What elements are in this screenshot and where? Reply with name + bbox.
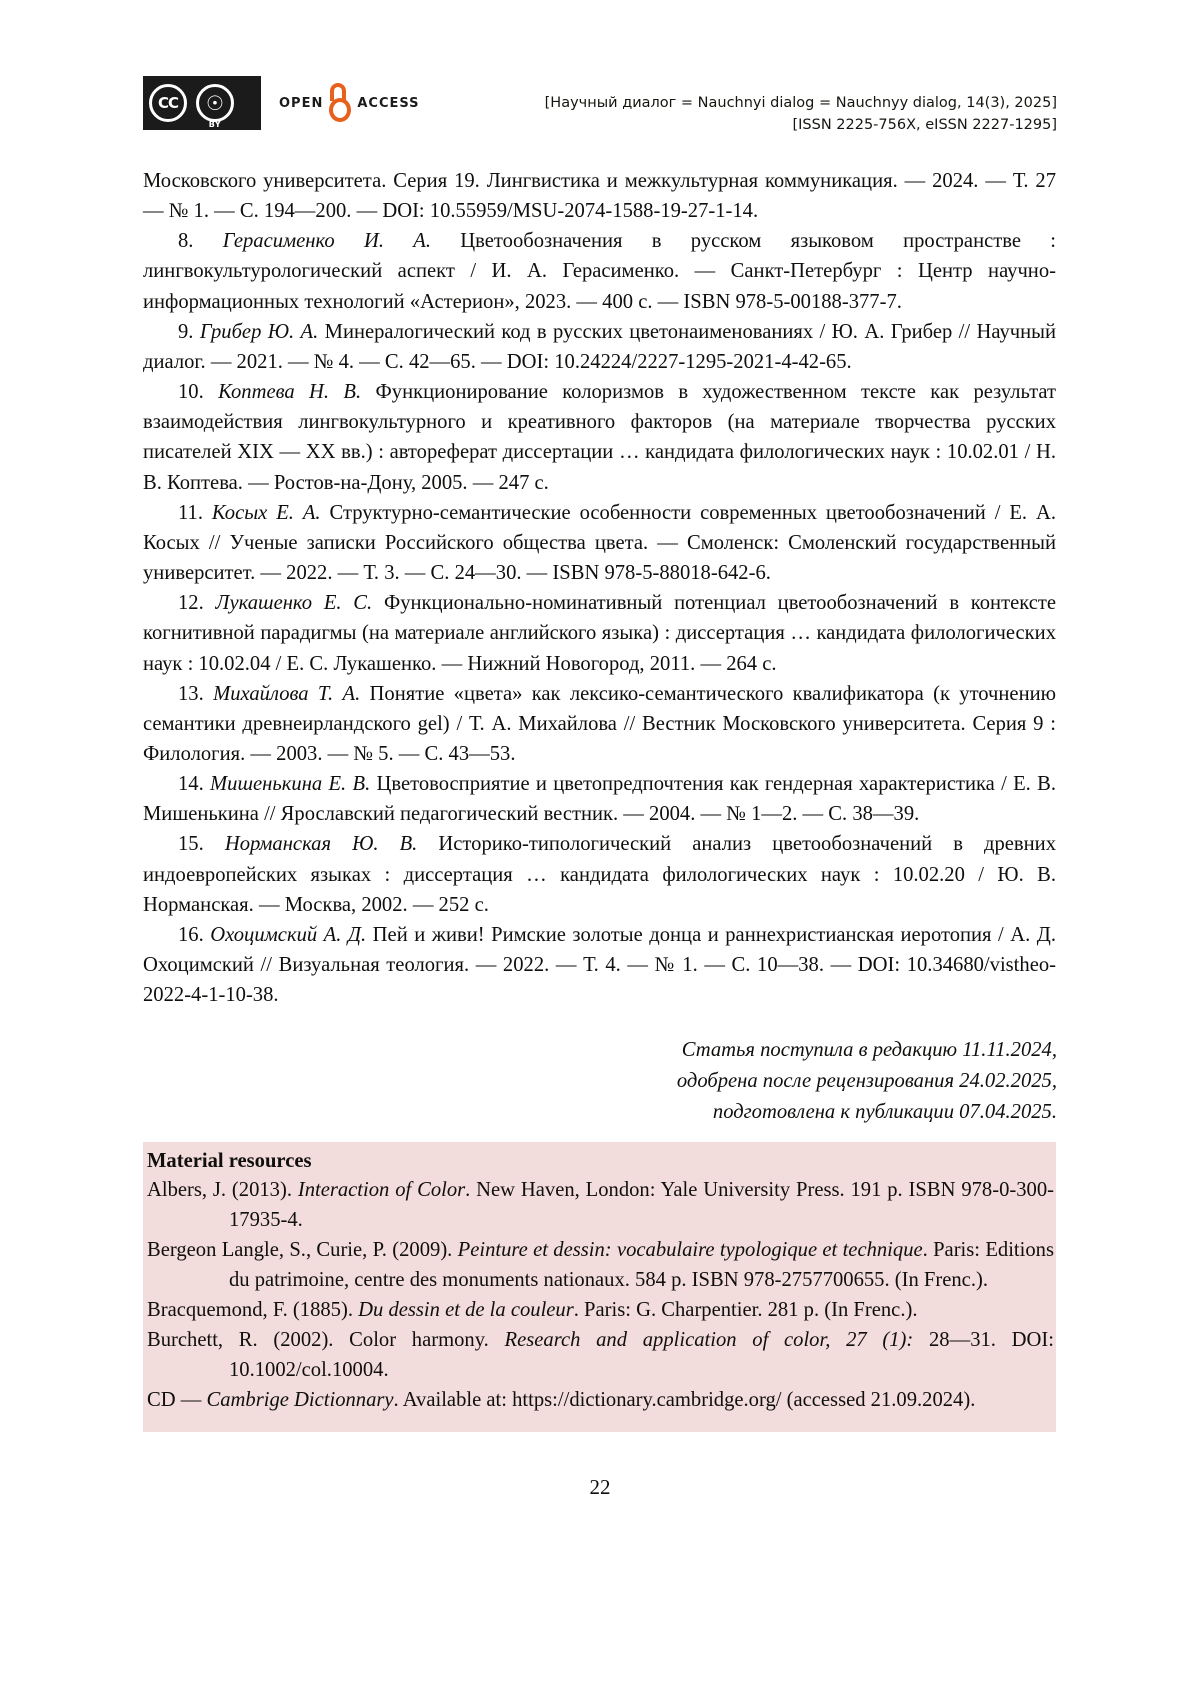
material-resources-title: Material resources <box>147 1150 312 1172</box>
person-icon: ☉ <box>196 84 234 122</box>
page-number: 22 <box>589 1475 611 1499</box>
reference-text: Понятие «цвета» как лексико-семантического квалификатора (к уточнению семантики древнеирландского gel) / Т. А. Михайлова // Вестник Московского университета. Серия 9 : Филология. — 2003. — № 5. — С. 43—53. <box>143 682 1057 765</box>
cc-icon: CC <box>149 84 187 122</box>
approved-line: одобрена после рецензирования 24.02.2025, <box>676 1069 1057 1092</box>
journal-issn-line: [ISSN 2225-756X, eISSN 2227-1295] <box>792 117 1057 134</box>
journal-issue-line: [Научный диалог = Nauchnyi dialog = Nauchnyy dialog, 14(3), 2025] <box>544 95 1057 111</box>
reference-number: 10. <box>178 381 204 404</box>
reference-item <box>143 226 1056 316</box>
creative-commons-badge <box>143 76 261 130</box>
entry-text-part: . Paris: G. Charpentier. 281 p. (In Frenc.). <box>573 1299 918 1322</box>
reference-number: 12. <box>178 592 204 615</box>
cc-by-icon <box>193 76 237 130</box>
reference-item <box>143 588 1056 678</box>
references-list <box>143 166 1056 1010</box>
reference-author: Норманская Ю. В. <box>224 833 418 856</box>
reference-number: 8. <box>178 230 194 253</box>
reference-text: Цветовосприятие и цветопредпочтения как гендерная характеристика / Е. В. Мишенькина // Ярославский педагогический вестник. — 2004. — № 1—2. — С. 38—39. <box>143 773 1056 826</box>
reference-item <box>143 498 1056 588</box>
reference-text: Цветообозначения в русском языковом пространстве : лингвокультурологический аспект / И. А. Герасименко. — Санкт-Петербург : Центр научно-информационных технологий «Астерион», 2023. — 400 с. — ISBN 978-5-00188-377-7. <box>143 230 1056 313</box>
entry-text-part: . Paris: Editions du patrimoine, centre des monuments nationaux. 584 p. ISBN 978-2757700655. (In Frenc.). <box>229 1239 1054 1292</box>
material-resource-entry <box>145 1325 1054 1385</box>
reference-number: 16. <box>178 923 204 946</box>
published-line: подготовлена к публикации 07.04.2025. <box>712 1100 1057 1123</box>
entry-text-part: Bracquemond, F. (1885). <box>147 1299 359 1322</box>
reference-number: 15. <box>178 833 204 856</box>
license-badges <box>143 76 420 130</box>
reference-text: Структурно-семантические особенности современных цветообозначений / Е. А. Косых // Ученые записки Российского общества цвета. — Смоленск: Смоленский государственный университет. — 2022. — Т. 3. — С. 24—30. — ISBN 978-5-88018-642-6. <box>143 501 1056 585</box>
reference-item <box>143 377 1056 498</box>
material-resource-entry <box>145 1175 1054 1235</box>
reference-text: Пей и живи! Римские золотые донца и раннехристианская иеротопия / А. Д. Охоцимский // Визуальная теология. — 2022. — Т. 4. — № 1. — С. 10—38. — DOI: 10.34680/vistheo-2022-4-1-10-38. <box>143 923 1056 1007</box>
cc-by-label: BY <box>208 120 222 129</box>
open-access-access-label: ACCESS <box>357 95 420 111</box>
open-lock-icon <box>327 83 353 123</box>
entry-text-part: Burchett, R. (2002). Color harmony. <box>147 1329 505 1352</box>
entry-title-italic: Interaction of Color <box>297 1179 466 1201</box>
entry-title-italic: Cambrige Dictionnary <box>206 1389 394 1412</box>
reference-number: 11. <box>178 501 203 524</box>
submitted-line: Статья поступила в редакцию 11.11.2024, <box>681 1039 1057 1061</box>
badge-tail <box>237 76 255 130</box>
material-resources-section <box>143 1142 1056 1432</box>
journal-identification <box>545 92 1057 137</box>
material-resource-entry <box>145 1295 1054 1325</box>
entry-text-part: . New Haven, London: Yale University Press. 191 p. ISBN 978-0-300-17935-4. <box>229 1179 1054 1232</box>
reference-author: Коптева Н. В. <box>218 381 362 404</box>
entry-text-part: Bergeon Langle, S., Curie, P. (2009). <box>147 1239 458 1262</box>
entry-text-part: . Available at: https://dictionary.cambridge.org/ (accessed 21.09.2024). <box>393 1389 976 1412</box>
reference-text: Историко-типологический анализ цветообозначений в древних индоевропейских языках : диссертация … кандидата филологических наук : 10.02.20 / Ю. В. Норманская. — Москва, 2002. — 252 с. <box>143 833 1056 916</box>
reference-author: Охоцимский А. Д. <box>210 923 367 946</box>
reference-number: 9. <box>178 320 194 343</box>
entry-title-italic: Du dessin et de la couleur <box>358 1299 574 1322</box>
reference-text: Функционально-номинативный потенциал цветообозначений в контексте когнитивной парадигмы (на материале английского языка) : диссертация … кандидата филологических наук : 10.02.04 / Е. С. Лукашенко. — Нижний Новогород, 2011. — 264 с. <box>143 592 1056 675</box>
open-access-open-label: OPEN <box>279 95 324 111</box>
reference-text: Функционирование колоризмов в художественном тексте как результат взаимодействия лингвокультурного и креативного факторов (на материале творчества русских писателей XIX — XX вв.) : автореферат диссертации … кандидата филологических наук : 10.02.01 / Н. В. Коптева. — Ростов-на-Дону, 2005. — 247 с. <box>143 381 1057 494</box>
submission-dates <box>497 1035 1057 1128</box>
entry-title-italic: Peinture et dessin: vocabulaire typologique et technique <box>457 1239 923 1262</box>
reference-number: 13. <box>178 682 204 705</box>
reference-item <box>143 829 1056 919</box>
page-header <box>143 76 1057 134</box>
entry-text-part: 28—31. DOI: 10.1002/col.10004. <box>229 1329 1054 1382</box>
reference-text: Минералогический код в русских цветонаименованиях / Ю. А. Грибер // Научный диалог. — 2021. — № 4. — С. 42—65. — DOI: 10.24224/2227-1295-2021-4-42-65. <box>143 320 1056 373</box>
reference-author: Герасименко И. А. <box>222 230 432 253</box>
reference-item <box>143 920 1056 1010</box>
material-resource-entry <box>145 1235 1054 1295</box>
reference-author: Мишенькина Е. В. <box>210 773 371 796</box>
material-resource-entry <box>145 1385 1054 1415</box>
entry-text-part: CD — <box>147 1389 207 1412</box>
reference-author: Грибер Ю. А. <box>199 320 319 343</box>
reference-number: 14. <box>178 773 204 796</box>
entry-title-italic: Research and application of color, 27 (1): <box>504 1329 914 1352</box>
reference-item <box>143 317 1056 377</box>
open-access-badge <box>261 76 420 130</box>
continued-reference: Московского университета. Серия 19. Лингвистика и межкультурная коммуникация. — 2024. — Т. 27 — № 1. — С. 194—200. — DOI: 10.55959/MSU-2074-1588-19-27-1-14. <box>143 170 1056 223</box>
reference-author: Лукашенко Е. С. <box>215 592 373 615</box>
entry-text-part: Albers, J. (2013). <box>147 1179 298 1201</box>
reference-author: Косых Е. А. <box>211 501 321 524</box>
reference-item <box>143 679 1056 769</box>
reference-author: Михайлова Т. А. <box>213 682 361 705</box>
reference-item <box>143 769 1056 829</box>
